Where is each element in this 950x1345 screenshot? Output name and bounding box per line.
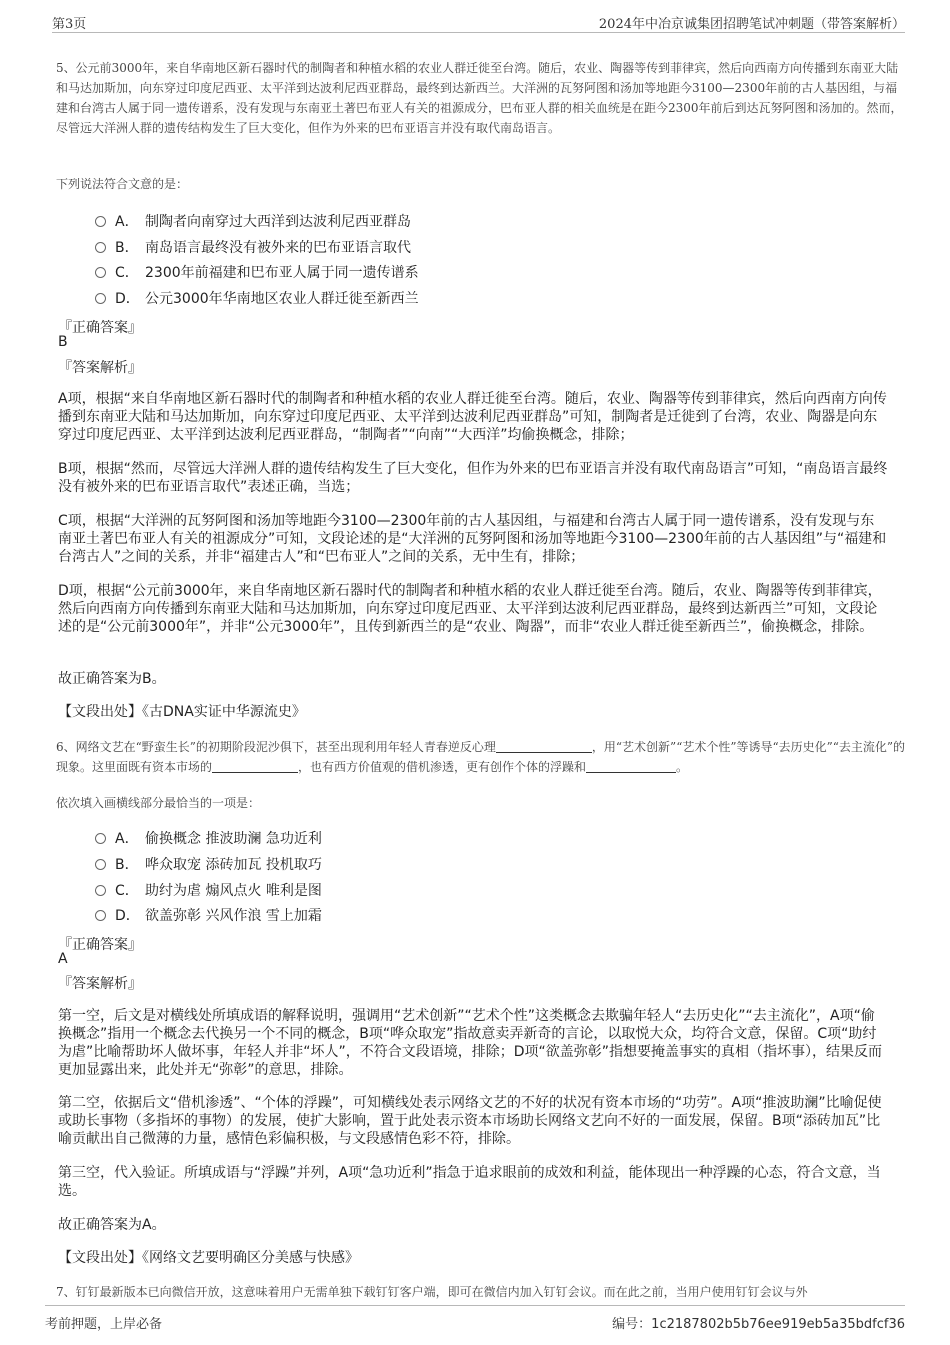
q5-analysis-b: B项，根据“然而，尽管远大洋洲人群的遗传结构发生了巨大变化，但作为外来的巴布亚语言并没有取代南岛语言”可知，“南岛语言最终没有被外来的巴布亚语言取代”表述正确，当选； [58,461,888,495]
fill-blank-3[interactable] [586,760,676,773]
radio-icon[interactable] [95,833,106,844]
q5-option-d[interactable]: D． 公元3000年华南地区农业人群迁徙至新西兰 [95,288,419,308]
q6-passage: 6、网络文艺在“野蛮生长”的初期阶段泥沙俱下，甚至出现利用年轻人青春逆反心理 ，用“艺术创新”“艺术个性”等诱导“去历史化”“去主流化”的现象。这里面既有资本市场的 ，也有西方价值观的借机渗透，更有创作个体的浮躁和 。 [56,740,906,774]
q6-answer: A [58,951,68,967]
q5-answer-label: 『正确答案』 [58,320,142,336]
q5-analysis-label: 『答案解析』 [58,360,142,376]
radio-icon[interactable] [95,242,106,253]
q5-answer: B [58,334,68,350]
footer-slogan: 考前押题，上岸必备 [45,1317,163,1332]
fill-blank-1[interactable] [496,740,592,753]
q5-option-a[interactable]: A． 制陶者向南穿过大西洋到达波利尼西亚群岛 [95,211,411,231]
q7-passage: 7、钉钉最新版本已向微信开放，这意味着用户无需单独下载钉钉客户端，即可在微信内加入钉钉会议。而在此之前，当用户使用钉钉会议与外 [56,1285,808,1299]
q5-source: 【文段出处】《古DNA实证中华源流史》 [58,704,306,720]
radio-icon[interactable] [95,293,106,304]
q5-analysis-d: D项，根据“公元前3000年，来自华南地区新石器时代的制陶者和种植水稻的农业人群迁徙至台湾。随后，农业、陶器等传到菲律宾，然后向西南方向传播到东南亚大陆和马达加斯加，向东穿过印度尼西亚、太平洋到达波利尼西亚群岛，最终到达新西兰”可知，文段论述的是“公元前3000年”，并非“公元3000年”，且传到新西兰的是“农业、陶器”，而非“农业人群迁徙至新西兰”，偷换概念，排除。 [58,583,882,635]
q6-prompt: 依次填入画横线部分最恰当的一项是： [56,796,261,810]
q6-answer-label: 『正确答案』 [58,937,142,953]
q6-option-d[interactable]: D． 欲盖弥彰 兴风作浪 雪上加霜 [95,905,322,925]
q5-analysis-a: A项，根据“来自华南地区新石器时代的制陶者和种植水稻的农业人群迁徙至台湾。随后，农业、陶器等传到菲律宾，然后向西南方向传播到东南亚大陆和马达加斯加，向东穿过印度尼西亚、太平洋到达波利尼西亚群岛”可知，制陶者是迁徙到了台湾，农业、陶器是向东穿过印度尼西亚、太平洋到达波利尼西亚群岛，“制陶者”“向南”“大西洋”均偷换概念，排除； [58,391,887,443]
q6-option-b[interactable]: B． 哗众取宠 添砖加瓦 投机取巧 [95,854,322,874]
q6-analysis-2: 第二空，依据后文“借机渗透”、“个体的浮躁”，可知横线处表示网络文艺的不好的状况有资本市场的“功劳”。A项“推波助澜”比喻促使或助长事物（多指坏的事物）的发展，使扩大影响，置于此处表示资本市场助长网络文艺向不好的一面发展，保留。B项“添砖加瓦”比喻贡献出自己微薄的力量，感情色彩偏积极，与文段感情色彩不符，排除。 [58,1095,882,1147]
q6-option-c[interactable]: C． 助纣为虐 煽风点火 唯利是图 [95,880,322,900]
q6-analysis-1: 第一空，后文是对横线处所填成语的解释说明，强调用“艺术创新”“艺术个性”这类概念去欺骗年轻人“去历史化”“去主流化”，A项“偷换概念”指用一个概念去代换另一个不同的概念，B项“哗众取宠”指故意卖弄新奇的言论，以取悦大众，均符合文意，保留。C项“助纣为虐”比喻帮助坏人做坏事，年轻人并非“坏人”，不符合文段语境，排除；D项“欲盖弥彰”指想要掩盖事实的真相（指坏事），结果反而更加显露出来，此处并无“弥彰”的意思，排除。 [58,1008,883,1078]
radio-icon[interactable] [95,859,106,870]
q5-passage: 5、公元前3000年，来自华南地区新石器时代的制陶者和种植水稻的农业人群迁徙至台湾。随后，农业、陶器等传到菲律宾，然后向西南方向传播到东南亚大陆和马达加斯加，向东穿过印度尼西亚、太平洋到达波利尼西亚群岛，最终到达新西兰。大洋洲的瓦努阿图和汤加等地距今3100—2300年前的古人基因组，与福建和台湾古人属于同一遗传谱系，没有发现与东南亚土著巴布亚人有关的祖源成分，巴布亚人群的相关血统是在距今2300年前后到达瓦努阿图和汤加的。然而，尽管远大洋洲人群的遗传结构发生了巨大变化，但作为外来的巴布亚语言并没有取代南岛语言。 [56,61,903,135]
q6-analysis-3: 第三空，代入验证。所填成语与“浮躁”并列，A项“急功近利”指急于追求眼前的成效和利益，能体现出一种浮躁的心态，符合文意，当选。 [58,1165,881,1199]
document-code: 编号：1c2187802b5b76ee919eb5a35bdfcf36 [612,1317,905,1332]
q5-prompt: 下列说法符合文意的是： [56,177,189,191]
q6-source: 【文段出处】《网络文艺要明确区分美感与快感》 [58,1250,359,1266]
page-number: 第3页 [52,17,87,32]
radio-icon[interactable] [95,216,106,227]
radio-icon[interactable] [95,267,106,278]
q6-option-a[interactable]: A． 偷换概念 推波助澜 急功近利 [95,828,322,848]
q6-conclusion: 故正确答案为A。 [58,1217,166,1233]
q5-conclusion: 故正确答案为B。 [58,671,166,687]
page-header [52,8,905,33]
document-title: 2024年中冶京诚集团招聘笔试冲刺题（带答案解析） [598,17,905,32]
radio-icon[interactable] [95,910,106,921]
q5-analysis-c: C项，根据“大洋洲的瓦努阿图和汤加等地距今3100—2300年前的古人基因组，与福建和台湾古人属于同一遗传谱系，没有发现与东南亚土著巴布亚人有关的祖源成分”可知，文段论述的是“大洋洲的瓦努阿图和汤加等地距今3100—2300年前的古人基因组”与“福建和台湾古人”之间的关系，并非“福建古人”和“巴布亚人”之间的关系，无中生有，排除； [58,513,887,565]
page-footer [45,1305,905,1330]
q6-analysis-label: 『答案解析』 [58,976,142,992]
fill-blank-2[interactable] [212,760,298,773]
q5-option-c[interactable]: C． 2300年前福建和巴布亚人属于同一遗传谱系 [95,262,419,282]
radio-icon[interactable] [95,885,106,896]
q5-option-b[interactable]: B． 南岛语言最终没有被外来的巴布亚语言取代 [95,237,411,257]
